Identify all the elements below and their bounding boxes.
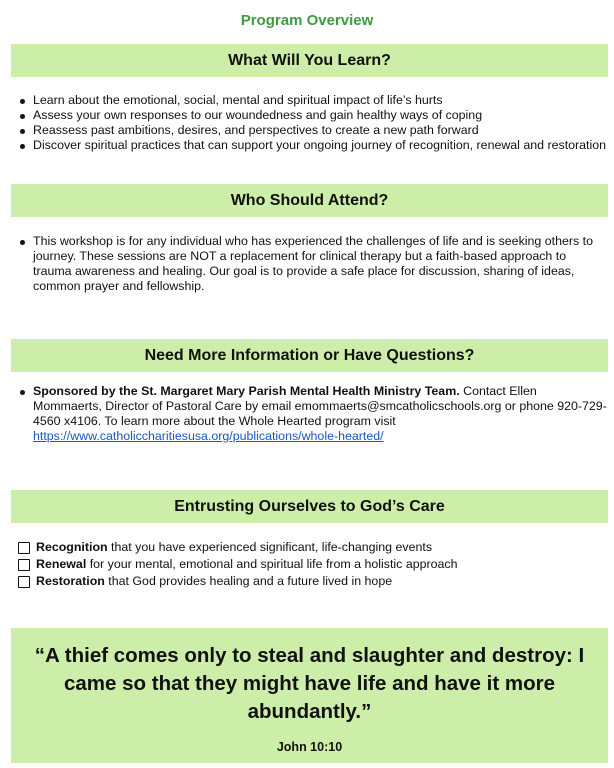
section-heading-info-text: Need More Information or Have Questions?	[144, 347, 475, 364]
learn-item: Reassess past ambitions, desires, and perspectives to create a new path forward	[18, 123, 608, 138]
whole-hearted-link[interactable]: https://www.catholiccharitiesusa.org/publications/whole-hearted/	[33, 429, 384, 443]
learn-item: Discover spiritual practices that can support your ongoing journey of recognition, renewal and restoration	[18, 138, 608, 153]
care-item-keyword: Restoration	[36, 574, 105, 588]
care-item-rest: that God provides healing and a future lived in hope	[104, 574, 393, 588]
section-heading-learn	[11, 44, 608, 77]
care-item-keyword: Recognition	[36, 540, 108, 554]
care-item-keyword: Renewal	[36, 557, 87, 571]
section-heading-attend	[11, 184, 608, 217]
care-item	[18, 556, 608, 573]
care-item-rest: that you have experienced significant, life-changing events	[107, 540, 433, 554]
care-list	[18, 539, 608, 590]
checkbox[interactable]	[18, 559, 30, 571]
section-heading-care	[11, 490, 608, 523]
care-item	[18, 539, 608, 556]
attend-paragraph: This workshop is for any individual who has experienced the challenges of life and is seeking others to journey. These sessions are NOT a replacement for clinical therapy but a faith-based approach to trauma awareness and healing. Our goal is to provide a safe place for discussion, sharing of ideas, common prayer and fellowship.	[18, 234, 608, 294]
care-item	[18, 573, 608, 590]
quote-block	[11, 628, 608, 763]
section-heading-care-text: Entrusting Ourselves to God’s Care	[174, 498, 445, 515]
checkbox[interactable]	[18, 542, 30, 554]
section-heading-info	[11, 339, 608, 372]
learn-item: Learn about the emotional, social, mental and spiritual impact of life’s hurts	[18, 93, 608, 108]
info-paragraph	[18, 384, 608, 444]
page-title: Program Overview	[240, 12, 374, 29]
attend-list	[18, 234, 608, 294]
care-item-rest: for your mental, emotional and spiritual life from a holistic approach	[86, 557, 458, 571]
learn-list	[18, 93, 608, 153]
info-list	[18, 384, 608, 444]
care-item-text	[36, 539, 432, 556]
checkbox[interactable]	[18, 576, 30, 588]
care-item-text	[36, 573, 392, 590]
learn-item: Assess your own responses to our woundedness and gain healthy ways of coping	[18, 108, 608, 123]
section-heading-attend-text: Who Should Attend?	[230, 192, 389, 209]
section-heading-learn-text: What Will You Learn?	[228, 52, 391, 69]
quote-text: “A thief comes only to steal and slaughter and destroy: I came so that they might have life and have it more abundantly.”	[34, 644, 585, 723]
care-item-text	[36, 556, 458, 573]
sponsor-text: Sponsored by the St. Margaret Mary Parish Mental Health Ministry Team.	[33, 384, 460, 398]
contact-text: Contact Ellen Mommaerts, Director of Pastoral Care by email emommaerts@smcatholicschools.org or phone 920-729-4560 x4106. To learn more about the Whole Hearted program visit	[33, 384, 607, 428]
quote-reference: John 10:10	[276, 740, 343, 754]
